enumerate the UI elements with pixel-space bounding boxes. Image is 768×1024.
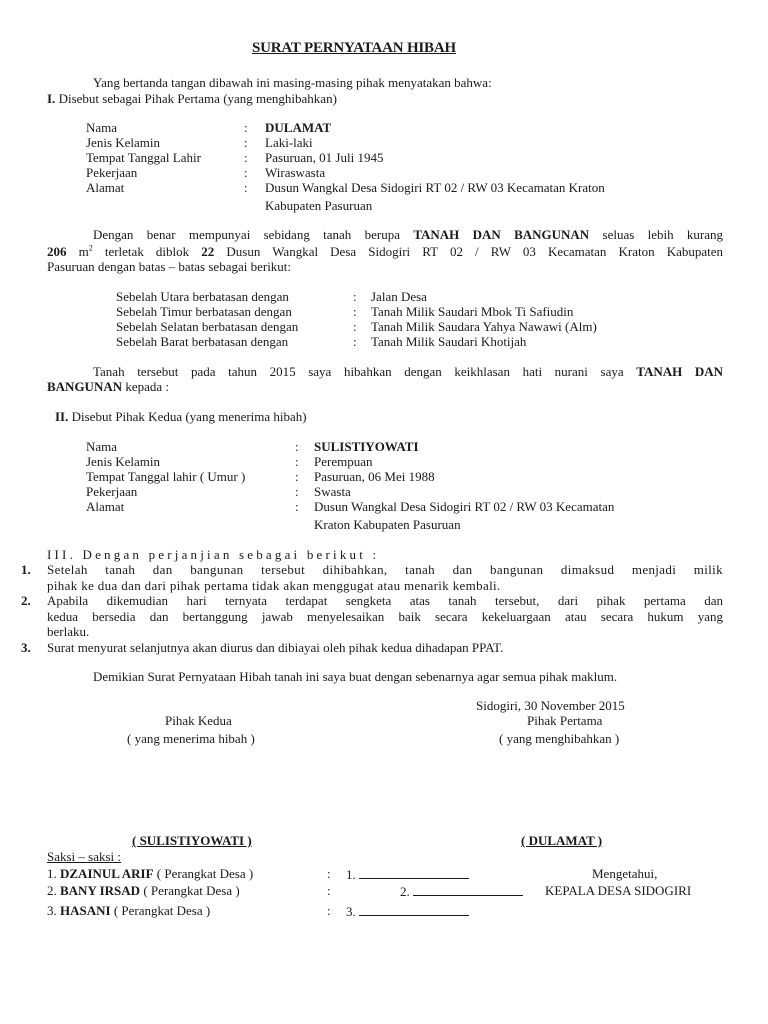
- field-label: Nama: [86, 439, 118, 454]
- colon: :: [327, 866, 331, 881]
- text: Tanah tersebut pada tahun 2015 saya hibahkan dengan keikhlasan hati nurani saya: [93, 364, 624, 379]
- right-signer-name: ( DULAMAT ): [521, 833, 603, 848]
- right-signer-sub: ( yang menghibahkan ): [499, 731, 620, 746]
- colon: :: [244, 135, 248, 150]
- unit-superscript: 2: [88, 243, 93, 253]
- item-number: 3.: [21, 640, 31, 655]
- text: terletak diblok: [104, 244, 190, 259]
- colon: :: [295, 484, 299, 499]
- field-value-continued: Kraton Kabupaten Pasuruan: [314, 517, 461, 532]
- colon: :: [244, 180, 248, 195]
- colon: :: [295, 499, 299, 514]
- field-value: Pasuruan, 01 Juli 1945: [265, 150, 384, 165]
- colon: :: [353, 304, 357, 319]
- second-party-name: SULISTIYOWATI: [314, 439, 419, 454]
- field-label: Jenis Kelamin: [86, 454, 161, 469]
- signature-line: [359, 903, 469, 916]
- text: seluas lebih kurang: [602, 227, 724, 242]
- item-number: 1.: [21, 562, 31, 577]
- item-number: 2.: [21, 593, 31, 608]
- witness-signature-line: [346, 903, 469, 919]
- intro-text: Yang bertanda tangan dibawah ini masing-masing pihak menyatakan bahwa:: [93, 75, 492, 90]
- item-line: Apabila dikemudian hari ternyata terdapat sengketa atas tanah tersebut, dari pihak pertama dan: [47, 593, 723, 608]
- closing-statement: Demikian Surat Pernyataan Hibah tanah ini saya buat dengan sebenarnya agar semua pihak maklum.: [93, 669, 618, 684]
- colon: :: [295, 469, 299, 484]
- item-line: Setelah tanah dan bangunan tersebut dihibahkan, tanah dan bangunan dimaksud menjadi milik: [47, 562, 723, 577]
- colon: :: [244, 165, 248, 180]
- property-line-1: [47, 227, 723, 242]
- property-line-2: [47, 244, 723, 259]
- first-party-heading: [47, 91, 337, 106]
- signature-line: [359, 866, 469, 879]
- colon: :: [327, 903, 331, 918]
- text: Dengan benar mempunyai sebidang tanah berupa: [93, 227, 400, 242]
- colon: :: [353, 289, 357, 304]
- witness-signature-line: [346, 866, 469, 882]
- left-signer-name: ( SULISTIYOWATI ): [132, 833, 252, 848]
- bold-text: TANAH DAN BANGUNAN: [413, 227, 590, 242]
- field-label: Alamat: [86, 180, 125, 195]
- witness-entry: [47, 883, 240, 898]
- border-value: Tanah Milik Saudara Yahya Nawawi (Alm): [371, 319, 597, 334]
- item-line: kedua bersedia dan bertanggung jawab menyelesaikan baik secara kekeluargaan atau secara hukum yang: [47, 609, 723, 624]
- witness-number: 1.: [47, 866, 57, 881]
- colon: :: [353, 334, 357, 349]
- colon: :: [244, 120, 248, 135]
- witnesses-heading: Saksi – saksi :: [47, 849, 122, 864]
- border-value: Jalan Desa: [371, 289, 427, 304]
- section-heading-text: Disebut Pihak Kedua (yang menerima hibah): [71, 409, 307, 424]
- village-head-title: KEPALA DESA SIDOGIRI: [545, 883, 692, 898]
- witness-name: DZAINUL ARIF: [60, 866, 154, 881]
- border-label: Sebelah Selatan berbatasan dengan: [116, 319, 299, 334]
- border-label: Sebelah Timur berbatasan dengan: [116, 304, 292, 319]
- field-value: Dusun Wangkal Desa Sidogiri RT 02 / RW 03 Kecamatan: [314, 499, 615, 514]
- bold-text: BANGUNAN: [47, 379, 123, 394]
- signature-line: [413, 883, 523, 896]
- witness-number: 3.: [47, 903, 57, 918]
- agreement-heading: [47, 547, 379, 562]
- signature-number: 1.: [346, 867, 356, 882]
- first-party-name: DULAMAT: [265, 120, 332, 135]
- second-party-heading: [55, 409, 307, 424]
- field-label: Tempat Tanggal lahir ( Umur ): [86, 469, 246, 484]
- witness-name: HASANI: [60, 903, 111, 918]
- area-value: 206: [47, 244, 67, 259]
- field-label: Alamat: [86, 499, 125, 514]
- field-value: Perempuan: [314, 454, 373, 469]
- colon: :: [327, 883, 331, 898]
- colon: :: [244, 150, 248, 165]
- section-numeral: II.: [55, 409, 69, 424]
- signature-number: 2.: [400, 884, 410, 899]
- left-signer-role: Pihak Kedua: [165, 713, 232, 728]
- section-numeral: I.: [47, 91, 56, 106]
- unit: m: [78, 244, 89, 259]
- block-number: 22: [201, 244, 215, 259]
- witness-entry: [47, 866, 253, 881]
- signature-number: 3.: [346, 904, 356, 919]
- text: Dusun Wangkal Desa Sidogiri RT 02 / RW 03 Kecamatan Kraton Kabupaten: [226, 244, 724, 259]
- grant-line-1: [47, 364, 723, 379]
- heading-text: III. Dengan perjanjian sebagai berikut :: [47, 547, 380, 562]
- item-line: pihak ke dua dan dari pihak pertama tidak akan menggugat atau menarik kembali.: [47, 578, 501, 593]
- field-label: Pekerjaan: [86, 165, 138, 180]
- grant-line-2: [47, 379, 169, 394]
- witness-number: 2.: [47, 883, 57, 898]
- border-value: Tanah Milik Saudari Khotijah: [371, 334, 527, 349]
- field-value: Dusun Wangkal Desa Sidogiri RT 02 / RW 03 Kecamatan Kraton: [265, 180, 605, 195]
- left-signer-sub: ( yang menerima hibah ): [127, 731, 255, 746]
- field-value: Swasta: [314, 484, 351, 499]
- witness-signature-line: [400, 883, 523, 899]
- witness-role: ( Perangkat Desa ): [156, 866, 254, 881]
- bold-text: TANAH DAN: [636, 364, 723, 379]
- right-signer-role: Pihak Pertama: [527, 713, 603, 728]
- border-label: Sebelah Utara berbatasan dengan: [116, 289, 289, 304]
- page-title: SURAT PERNYATAAN HIBAH: [252, 40, 456, 56]
- property-line-3: Pasuruan dengan batas – batas sebagai berikut:: [47, 259, 292, 274]
- field-value: Wiraswasta: [265, 165, 326, 180]
- field-label: Jenis Kelamin: [86, 135, 161, 150]
- place-date: Sidogiri, 30 November 2015: [476, 698, 625, 713]
- field-label: Pekerjaan: [86, 484, 138, 499]
- witness-entry: [47, 903, 210, 918]
- field-label: Nama: [86, 120, 118, 135]
- border-value: Tanah Milik Saudari Mbok Ti Safiudin: [371, 304, 574, 319]
- item-line: Surat menyurat selanjutnya akan diurus dan dibiayai oleh pihak kedua dihadapan PPAT.: [47, 640, 504, 655]
- witness-name: BANY IRSAD: [60, 883, 141, 898]
- colon: :: [295, 439, 299, 454]
- field-value-continued: Kabupaten Pasuruan: [265, 198, 373, 213]
- border-label: Sebelah Barat berbatasan dengan: [116, 334, 289, 349]
- field-value: Pasuruan, 06 Mei 1988: [314, 469, 435, 484]
- section-heading-text: Disebut sebagai Pihak Pertama (yang menghibahkan): [58, 91, 337, 106]
- witness-role: ( Perangkat Desa ): [143, 883, 240, 898]
- item-line: berlaku.: [47, 624, 90, 639]
- acknowledged-label: Mengetahui,: [592, 866, 658, 881]
- witness-role: ( Perangkat Desa ): [113, 903, 211, 918]
- text: kepada :: [125, 379, 170, 394]
- colon: :: [295, 454, 299, 469]
- field-value: Laki-laki: [265, 135, 313, 150]
- colon: :: [353, 319, 357, 334]
- field-label: Tempat Tanggal Lahir: [86, 150, 201, 165]
